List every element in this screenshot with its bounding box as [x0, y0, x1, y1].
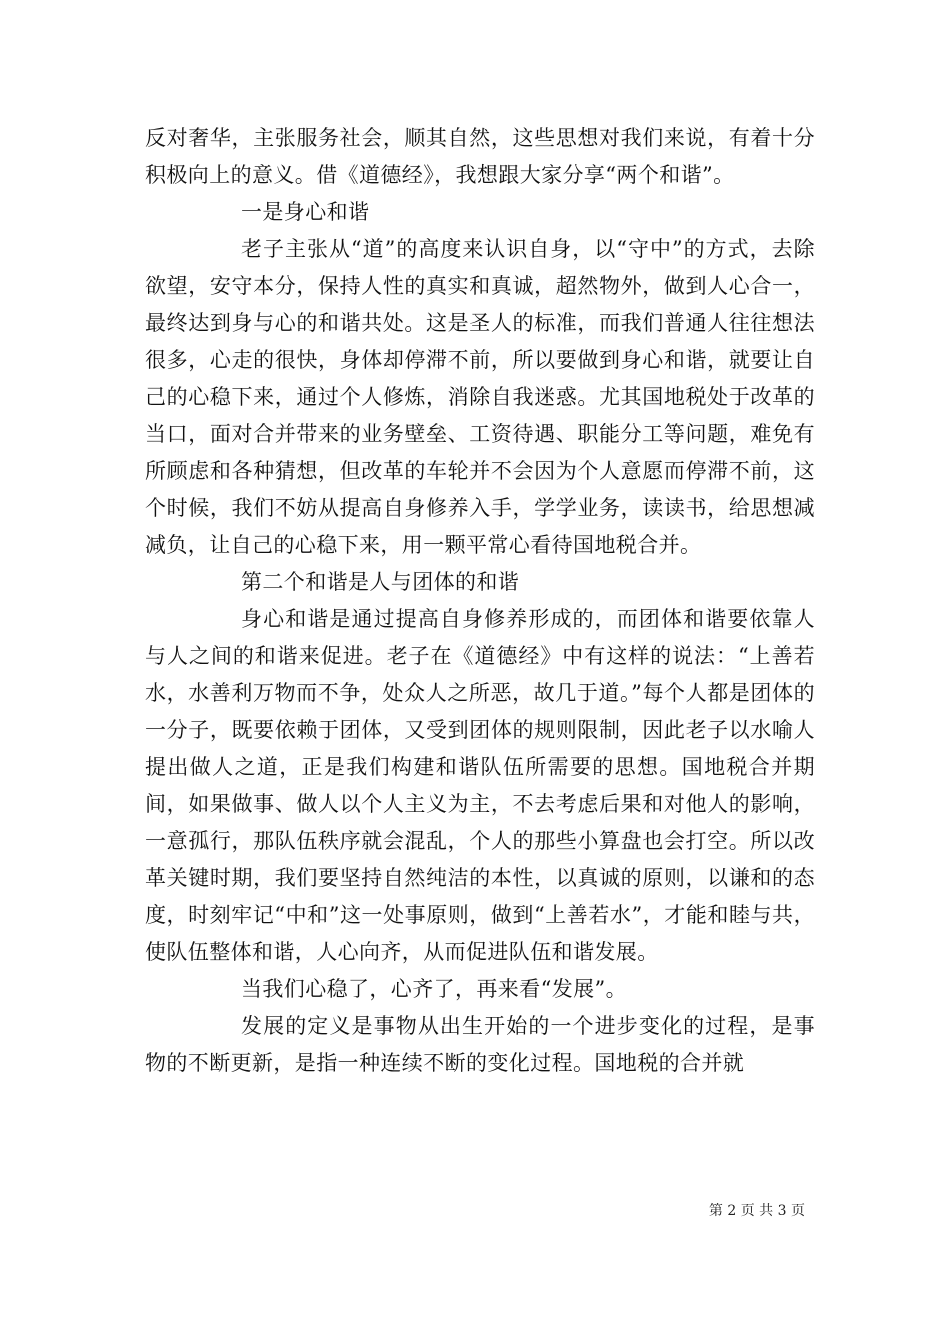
paragraph-development-definition: 发展的定义是事物从出生开始的一个进步变化的过程，是事物的不断更新，是指一种连续不断的变化过程。国地税的合并就: [145, 1014, 815, 1075]
paragraph-continuation: 反对奢华，主张服务社会，顺其自然，这些思想对我们来说，有着十分积极向上的意义。借《道德经》，我想跟大家分享“两个和谐”。: [145, 126, 815, 187]
document-body: [145, 120, 815, 1082]
section-heading-person-group-harmony: 第二个和谐是人与团体的和谐: [241, 570, 520, 594]
section-heading-body-mind-harmony: 一是身心和谐: [241, 200, 370, 224]
paragraph-body-mind-harmony: 老子主张从“道”的高度来认识自身，以“守中”的方式，去除欲望，安守本分，保持人性的真实和真诚，超然物外，做到人心合一，最终达到身与心的和谐共处。这是圣人的标准，而我们普通人往往想法很多，心走的很快，身体却停滞不前，所以要做到身心和谐，就要让自己的心稳下来，通过个人修炼，消除自我迷惑。尤其国地税处于改革的当口，面对合并带来的业务壁垒、工资待遇、职能分工等问题，难免有所顾虑和各种猜想，但改革的车轮并不会因为个人意愿而停滞不前，这个时候，我们不妨从提高自身修养入手，学学业务，读读书，给思想减减负，让自己的心稳下来，用一颗平常心看待国地税合并。: [145, 237, 815, 557]
page-number-footer: 第 2 页 共 3 页: [708, 1203, 805, 1219]
paragraph-person-group-harmony: 身心和谐是通过提高自身修养形成的，而团体和谐要依靠人与人之间的和谐来促进。老子在《道德经》中有这样的说法：“上善若水，水善利万物而不争，处众人之所恶，故几于道。”每个人都是团体的一分子，既要依赖于团体，又受到团体的规则限制，因此老子以水喻人提出做人之道，正是我们构建和谐队伍所需要的思想。国地税合并期间，如果做事、做人以个人主义为主，不去考虑后果和对他人的影响，一意孤行，那队伍秩序就会混乱，个人的那些小算盘也会打空。所以改革关键时期，我们要坚持自然纯洁的本性，以真诚的原则，以谦和的态度，时刻牢记“中和”这一处事原则，做到“上善若水”，才能和睦与共，使队伍整体和谐，人心向齐，从而促进队伍和谐发展。: [145, 607, 815, 964]
paragraph-development-intro: 当我们心稳了，心齐了，再来看“发展”。: [241, 977, 628, 1001]
